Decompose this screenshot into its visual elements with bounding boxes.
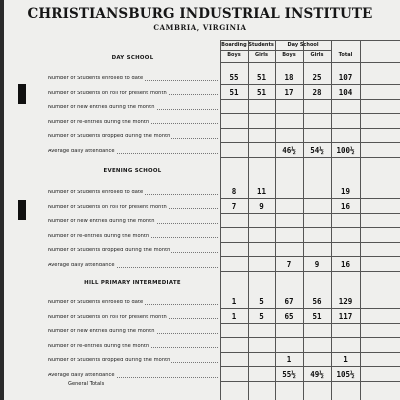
cell-day-girls: 28 [312, 87, 322, 97]
grid-line [220, 99, 400, 100]
row-label [48, 344, 218, 349]
cell-day-boys: 55½ [282, 370, 296, 379]
row-label-text: Number of Students enrolled to date [48, 76, 144, 81]
row-label [48, 315, 218, 320]
row-label [48, 263, 218, 268]
col-girls-day: Girls [310, 52, 324, 58]
row-label-text: Average daily attendance [48, 263, 115, 268]
institution-title: CHRISTIANSBURG INDUSTRIAL INSTITUTE [27, 6, 373, 22]
row-label-text: Number of Students dropped during the month [48, 248, 171, 254]
cell-day-boys: 18 [284, 73, 294, 82]
cell-boarding-girls: 9 [259, 201, 264, 211]
row-label [48, 219, 218, 224]
grid-line [220, 242, 400, 243]
cell-total: 104 [338, 87, 353, 97]
row-label [48, 120, 218, 125]
cell-day-boys: 65 [284, 311, 294, 321]
grid-line [220, 198, 400, 199]
cell-boarding-boys: 1 [231, 297, 237, 306]
general-totals-label: General Totals [68, 381, 105, 387]
grid-line [220, 113, 400, 114]
cell-day-girls: 49½ [310, 370, 324, 379]
row-label-text: Number of re-entries during the month [48, 119, 150, 125]
grid-line [220, 128, 400, 129]
cell-boarding-boys: 8 [231, 187, 237, 196]
row-label-text: Average daily attendance [48, 149, 115, 154]
row-label-text: Number of Students on roll for present month [48, 314, 167, 320]
cell-total: 1 [343, 355, 348, 365]
cell-total: 100½ [336, 146, 355, 155]
section-title: HILL PRIMARY INTERMEDIATE [84, 280, 181, 286]
cell-boarding-boys: 1 [231, 311, 237, 321]
grid-line [220, 62, 400, 63]
grid-line [220, 337, 400, 338]
cell-day-girls: 56 [312, 297, 322, 306]
grid-line [220, 157, 400, 158]
row-label [48, 149, 218, 154]
grid-line [220, 84, 400, 85]
row-label [48, 358, 218, 363]
cell-total: 16 [340, 201, 351, 211]
cell-boarding-girls: 5 [259, 311, 264, 321]
cell-boarding-boys: 7 [231, 201, 237, 211]
col-boys-day: Boys [282, 52, 296, 58]
row-label-text: Average daily attendance [48, 373, 115, 378]
grid-line [220, 227, 400, 228]
grid-line [220, 142, 400, 143]
grid-line [220, 50, 331, 51]
cell-day-boys: 1 [286, 355, 292, 365]
grid-line [220, 352, 400, 353]
grid-line [220, 256, 400, 257]
cell-day-girls: 9 [314, 260, 320, 269]
row-label [48, 329, 218, 334]
section-title: EVENING SCHOOL [103, 168, 162, 174]
day-school-header: Day School [287, 42, 319, 48]
location-subtitle: CAMBRIA, VIRGINIA [153, 23, 247, 32]
cell-day-boys: 7 [286, 260, 292, 269]
binder-tab-top [18, 84, 26, 104]
cell-day-boys: 67 [284, 297, 294, 306]
cell-total: 107 [338, 73, 353, 82]
row-label-text: Number of Students enrolled to date [48, 190, 144, 195]
col-total: Total [338, 52, 353, 58]
col-girls-boarding: Girls [255, 52, 268, 58]
grid-line [220, 366, 400, 367]
cell-boarding-boys: 55 [229, 73, 239, 82]
cell-day-girls: 51 [312, 311, 322, 321]
row-label [48, 76, 218, 81]
cell-boarding-girls: 5 [259, 297, 264, 306]
cell-day-girls: 25 [312, 73, 322, 82]
grid-line [220, 381, 400, 382]
col-boys-boarding: Boys [227, 52, 241, 58]
row-label-text: Number of new entries during the month [48, 329, 155, 335]
cell-total: 105½ [336, 370, 355, 379]
binder-tab-bottom [18, 200, 26, 220]
row-label-text: Number of new entries during the month [48, 105, 155, 111]
row-label [48, 373, 218, 378]
row-label [48, 190, 218, 195]
row-label-text: Number of re-entries during the month [48, 233, 150, 239]
cell-boarding-girls: 51 [256, 87, 267, 97]
row-label [48, 205, 218, 210]
row-label-text: Number of Students on roll for present month [48, 90, 167, 96]
cell-total: 19 [340, 187, 351, 196]
row-label-text: Number of Students dropped during the month [48, 134, 171, 140]
boarding-students-header: Boarding Students [221, 42, 274, 48]
row-label-text: Number of Students enrolled to date [48, 300, 144, 305]
grid-line [220, 271, 400, 272]
grid-line [360, 40, 361, 400]
cell-total: 16 [340, 260, 351, 269]
grid-line [220, 40, 400, 41]
cell-boarding-girls: 51 [256, 73, 267, 82]
cell-day-girls: 54½ [310, 146, 324, 155]
row-label-text: Number of re-entries during the month [48, 343, 150, 349]
cell-day-boys: 46½ [282, 146, 296, 155]
grid-line [220, 213, 400, 214]
row-label-text: Number of new entries during the month [48, 219, 155, 225]
row-label [48, 234, 218, 239]
row-label [48, 134, 218, 139]
grid-line [220, 323, 400, 324]
cell-boarding-girls: 11 [256, 187, 267, 196]
row-label-text: Number of Students dropped during the month [48, 358, 171, 364]
row-label-text: Number of Students on roll for present month [48, 204, 167, 210]
row-label [48, 248, 218, 253]
row-label [48, 91, 218, 96]
page-edge-shadow [0, 0, 4, 400]
row-label [48, 105, 218, 110]
grid-line [220, 308, 400, 309]
cell-boarding-boys: 51 [229, 87, 239, 97]
row-label [48, 300, 218, 305]
cell-total: 129 [338, 297, 353, 306]
section-title: DAY SCHOOL [111, 55, 154, 61]
cell-total: 117 [338, 311, 353, 321]
cell-day-boys: 17 [284, 87, 294, 97]
